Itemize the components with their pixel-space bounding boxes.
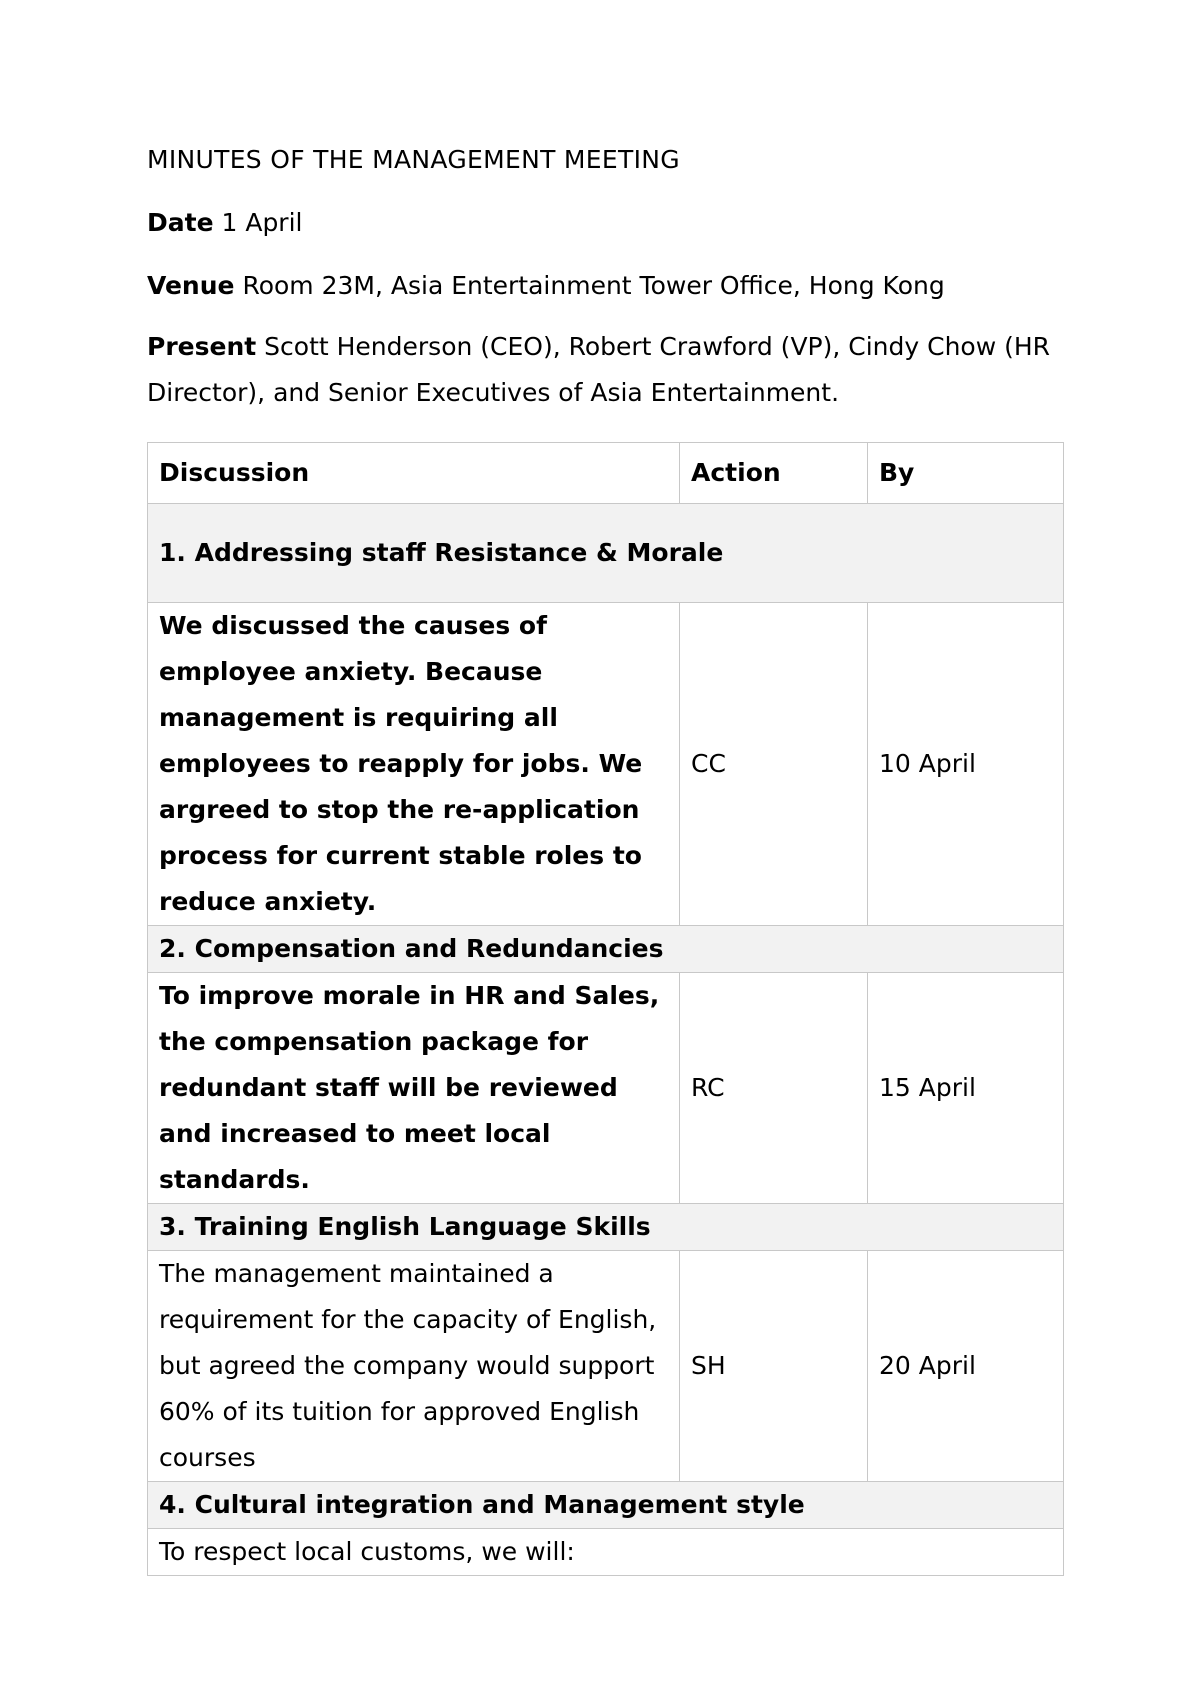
- venue-field: [147, 263, 945, 309]
- discussion-cell: To improve morale in HR and Sales, the compensation package for redundant staff will be reviewed and increased to meet local standards.: [148, 973, 680, 1204]
- section-heading-row: [148, 1482, 1064, 1529]
- by-cell: 10 April: [868, 603, 1064, 926]
- section-heading-row: [148, 926, 1064, 973]
- table-row: [148, 1251, 1064, 1482]
- present-label: Present: [147, 332, 257, 361]
- section-heading: 4. Cultural integration and Management style: [148, 1482, 1064, 1529]
- section-heading: 2. Compensation and Redundancies: [148, 926, 1064, 973]
- header-action: Action: [680, 443, 868, 504]
- date-field: [147, 200, 302, 246]
- venue-label: Venue: [147, 271, 235, 300]
- header-by: By: [868, 443, 1064, 504]
- date-value: 1 April: [221, 208, 303, 237]
- minutes-table: [147, 442, 1064, 1576]
- table-row: [148, 603, 1064, 926]
- table-row: [148, 1529, 1064, 1576]
- table-header-row: [148, 443, 1064, 504]
- discussion-cell: The management maintained a requirement for the capacity of English, but agreed the company would support 60% of its tuition for approved English courses: [148, 1251, 680, 1482]
- present-value: Scott Henderson (CEO), Robert Crawford (VP), Cindy Chow (HR Director), and Senior Executives of Asia Entertainment.: [147, 332, 1051, 407]
- section-heading-row: [148, 504, 1064, 603]
- date-label: Date: [147, 208, 214, 237]
- by-cell: 15 April: [868, 973, 1064, 1204]
- section-heading: 3. Training English Language Skills: [148, 1204, 1064, 1251]
- table-row: [148, 973, 1064, 1204]
- document-title: MINUTES OF THE MANAGEMENT MEETING: [147, 145, 680, 174]
- action-cell: CC: [680, 603, 868, 926]
- by-cell: 20 April: [868, 1251, 1064, 1482]
- discussion-cell: To respect local customs, we will:: [148, 1529, 1064, 1576]
- action-cell: RC: [680, 973, 868, 1204]
- discussion-cell: We discussed the causes of employee anxiety. Because management is requiring all employees to reapply for jobs. We argreed to stop the re-application process for current stable roles to reduce anxiety.: [148, 603, 680, 926]
- action-cell: SH: [680, 1251, 868, 1482]
- header-discussion: Discussion: [148, 443, 680, 504]
- section-heading-row: [148, 1204, 1064, 1251]
- section-heading: 1. Addressing staff Resistance & Morale: [148, 504, 1064, 603]
- present-field: [147, 324, 1063, 416]
- venue-value: Room 23M, Asia Entertainment Tower Office, Hong Kong: [242, 271, 945, 300]
